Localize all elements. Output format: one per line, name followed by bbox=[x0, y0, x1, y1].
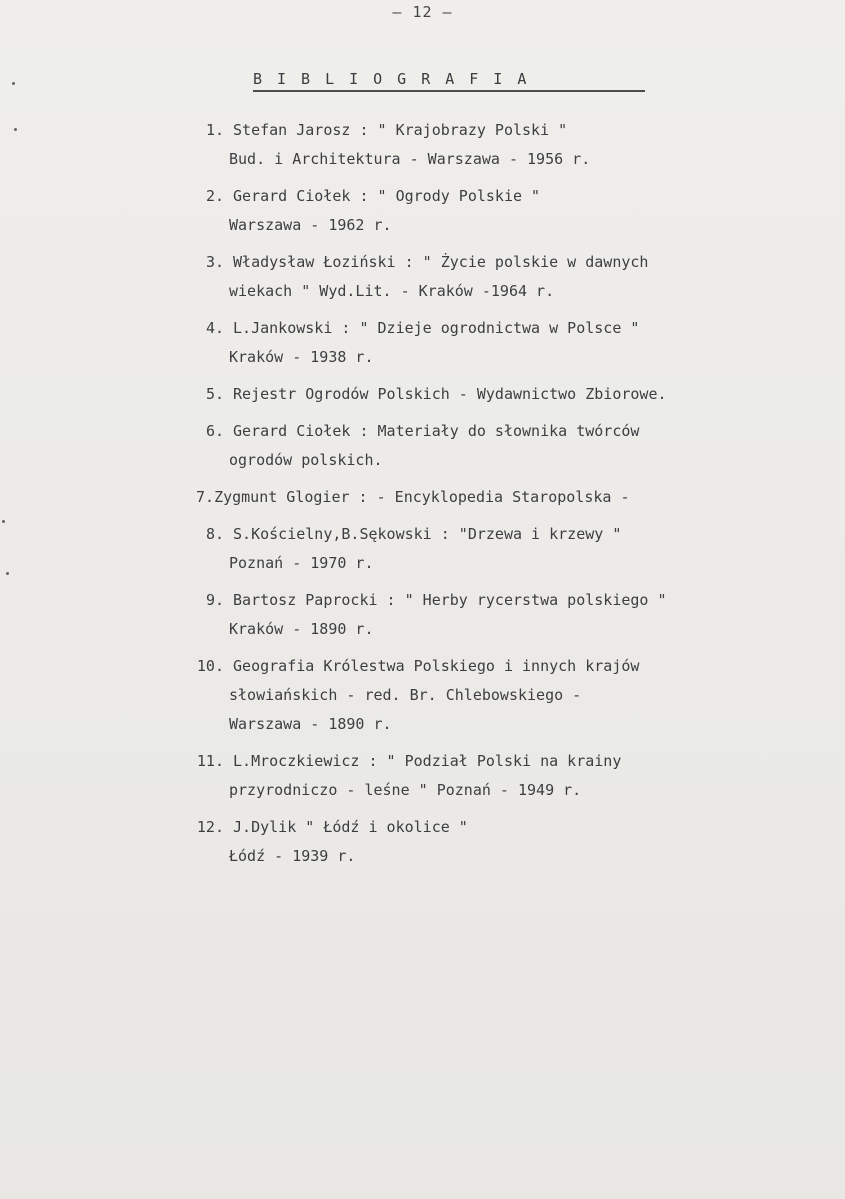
bibliography-entry bbox=[0, 314, 845, 372]
entry-number: 3. bbox=[205, 253, 224, 271]
entry-number: 2. bbox=[205, 187, 224, 205]
entry-text: Bud. i Architektura - Warszawa - 1956 r. bbox=[229, 150, 591, 168]
bibliography-entry bbox=[0, 248, 845, 306]
entry-text: Gerard Ciołek : " Ogrody Polskie " bbox=[233, 187, 541, 205]
entry-text: wiekach " Wyd.Lit. - Kraków -1964 r. bbox=[229, 282, 555, 300]
bibliography-entry bbox=[0, 520, 845, 578]
entry-text: S.Kościelny,B.Sękowski : "Drzewa i krzewy " bbox=[233, 525, 622, 543]
bibliography-entry bbox=[0, 813, 845, 871]
entry-text: Zygmunt Glogier : - Encyklopedia Staropolska - bbox=[214, 488, 630, 506]
bibliography-entry bbox=[0, 483, 845, 512]
bibliography-entry bbox=[0, 747, 845, 805]
entry-text: Poznań - 1970 r. bbox=[229, 554, 374, 572]
entry-text: Łódź - 1939 r. bbox=[229, 847, 356, 865]
entry-text: L.Mroczkiewicz : " Podział Polski na krainy bbox=[233, 752, 622, 770]
entry-text: J.Dylik " Łódź i okolice " bbox=[233, 818, 468, 836]
entry-text: Rejestr Ogrodów Polskich - Wydawnictwo Zbiorowe. bbox=[233, 385, 667, 403]
bibliography-entry bbox=[0, 116, 845, 174]
margin-speck bbox=[12, 82, 15, 85]
entry-number: 1. bbox=[205, 121, 224, 139]
bibliography-list bbox=[0, 116, 845, 879]
entry-text: ogrodów polskich. bbox=[229, 451, 383, 469]
bibliography-entry bbox=[0, 417, 845, 475]
entry-number: 8. bbox=[205, 525, 224, 543]
entry-number: 6. bbox=[205, 422, 224, 440]
entry-number: 4. bbox=[205, 319, 224, 337]
bibliography-entry bbox=[0, 586, 845, 644]
entry-text: Geografia Królestwa Polskiego i innych krajów bbox=[233, 657, 640, 675]
entry-text: Warszawa - 1962 r. bbox=[229, 216, 392, 234]
section-title: BIBLIOGRAFIA bbox=[253, 70, 645, 92]
entry-number: 12. bbox=[196, 818, 224, 836]
bibliography-entry bbox=[0, 182, 845, 240]
entry-text: Gerard Ciołek : Materiały do słownika twórców bbox=[233, 422, 640, 440]
entry-number: 5. bbox=[205, 385, 224, 403]
entry-number: 10. bbox=[196, 657, 224, 675]
entry-text: Warszawa - 1890 r. bbox=[229, 715, 392, 733]
entry-number: 9. bbox=[205, 591, 224, 609]
entry-text: L.Jankowski : " Dzieje ogrodnictwa w Polsce " bbox=[233, 319, 640, 337]
page-number: — 12 — bbox=[392, 3, 453, 21]
entry-text: Stefan Jarosz : " Krajobrazy Polski " bbox=[233, 121, 568, 139]
entry-text: słowiańskich - red. Br. Chlebowskiego - bbox=[229, 686, 582, 704]
entry-text: przyrodniczo - leśne " Poznań - 1949 r. bbox=[229, 781, 582, 799]
entry-text: Bartosz Paprocki : " Herby rycerstwa polskiego " bbox=[233, 591, 667, 609]
bibliography-entry bbox=[0, 652, 845, 739]
entry-text: Kraków - 1938 r. bbox=[229, 348, 374, 366]
bibliography-entry bbox=[0, 380, 845, 409]
entry-number: 11. bbox=[196, 752, 224, 770]
entry-text: Kraków - 1890 r. bbox=[229, 620, 374, 638]
entry-text: Władysław Łoziński : " Życie polskie w dawnych bbox=[233, 253, 649, 271]
entry-number: 7. bbox=[196, 488, 215, 506]
